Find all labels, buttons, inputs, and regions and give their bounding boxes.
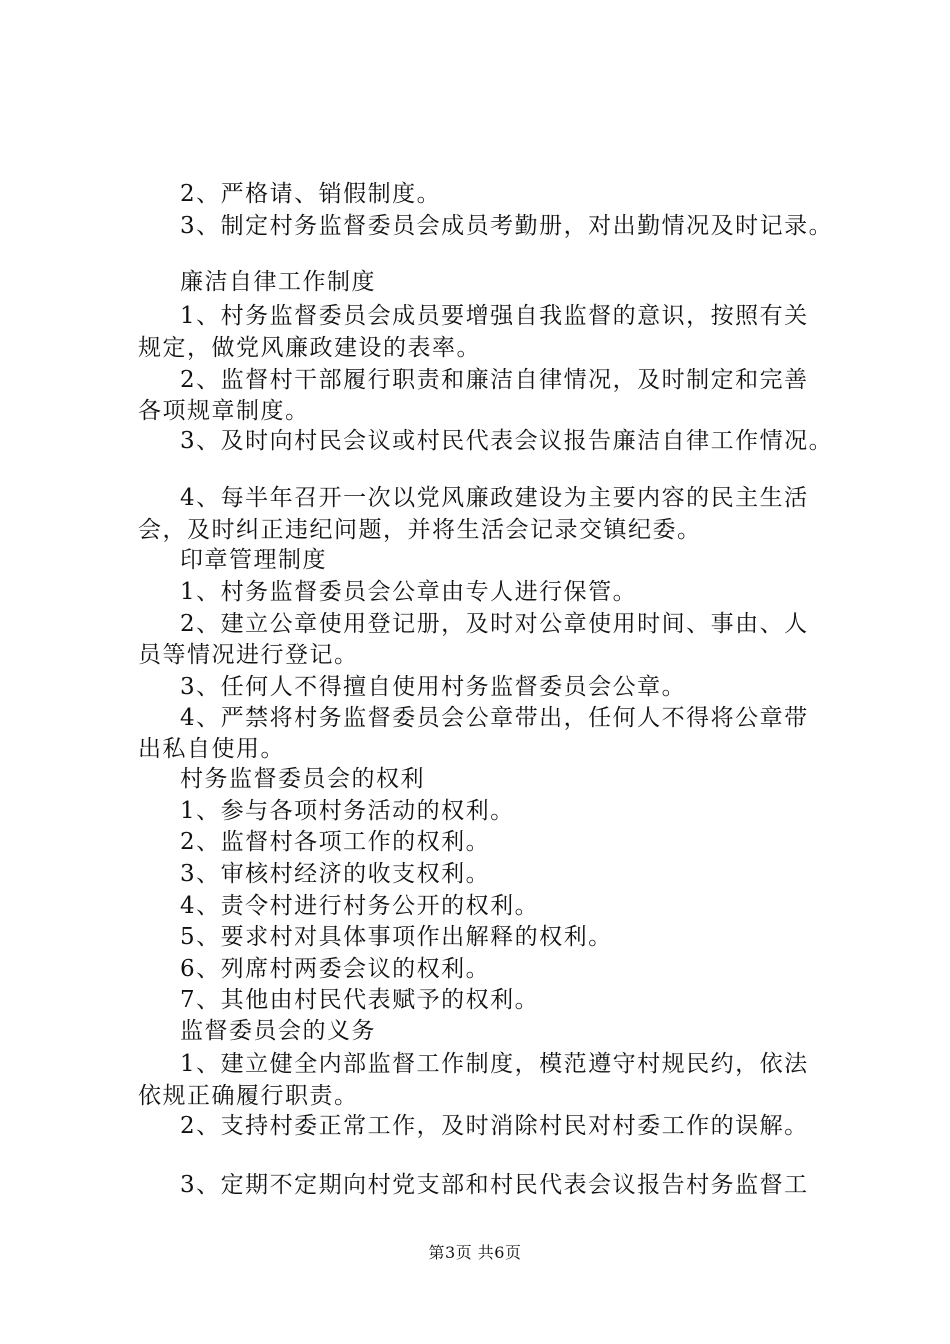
paragraph-line: 1、村务监督委员会成员要增强自我监督的意识，按照有关 xyxy=(180,303,809,329)
paragraph-line: 3、及时向村民会议或村民代表会议报告廉洁自律工作情况。 xyxy=(180,428,834,454)
paragraph-line: 4、每半年召开一次以党风廉政建设为主要内容的民主生活 xyxy=(180,485,809,511)
list-item: 6、列席村两委会议的权利。 xyxy=(180,956,491,982)
list-item: 5、要求村对具体事项作出解释的权利。 xyxy=(180,924,613,950)
list-item: 4、责令村进行村务公开的权利。 xyxy=(180,893,540,919)
paragraph-line: 3、制定村务监督委员会成员考勤册，对出勤情况及时记录。 xyxy=(180,213,834,239)
paragraph-line: 2、支持村委正常工作，及时消除村民对村委工作的误解。 xyxy=(180,1113,809,1139)
paragraph-line: 2、严格请、销假制度。 xyxy=(180,181,442,207)
list-item: 2、监督村各项工作的权利。 xyxy=(180,829,491,855)
list-item: 7、其他由村民代表赋予的权利。 xyxy=(180,987,540,1013)
paragraph-line: 各项规章制度。 xyxy=(138,398,310,424)
paragraph-line: 规定，做党风廉政建设的表率。 xyxy=(138,335,481,361)
list-item: 1、参与各项村务活动的权利。 xyxy=(180,798,515,824)
paragraph-line: 出私自使用。 xyxy=(138,736,285,762)
list-item: 3、审核村经济的收支权利。 xyxy=(180,861,491,887)
page-number-footer: 第3页 共6页 xyxy=(428,1243,522,1262)
paragraph-line: 1、建立健全内部监督工作制度，模范遵守村规民约，依法 xyxy=(180,1051,809,1077)
paragraph-line: 4、严禁将村务监督委员会公章带出，任何人不得将公章带 xyxy=(180,705,809,731)
paragraph-line: 2、建立公章使用登记册，及时对公章使用时间、事由、人 xyxy=(180,611,809,637)
paragraph-line: 员等情况进行登记。 xyxy=(138,642,359,668)
paragraph-line: 2、监督村干部履行职责和廉洁自律情况，及时制定和完善 xyxy=(180,367,809,393)
section-heading: 廉洁自律工作制度 xyxy=(180,269,376,295)
paragraph-line: 1、村务监督委员会公章由专人进行保管。 xyxy=(180,579,638,605)
paragraph-line: 3、定期不定期向村党支部和村民代表会议报告村务监督工 xyxy=(180,1172,809,1198)
paragraph-line: 3、任何人不得擅自使用村务监督委员会公章。 xyxy=(180,674,687,700)
section-heading: 监督委员会的义务 xyxy=(180,1018,376,1044)
section-heading: 印章管理制度 xyxy=(180,547,327,573)
paragraph-line: 依规正确履行职责。 xyxy=(138,1083,359,1109)
section-heading: 村务监督委员会的权利 xyxy=(180,766,425,792)
paragraph-line: 会，及时纠正违纪问题，并将生活会记录交镇纪委。 xyxy=(138,517,702,543)
